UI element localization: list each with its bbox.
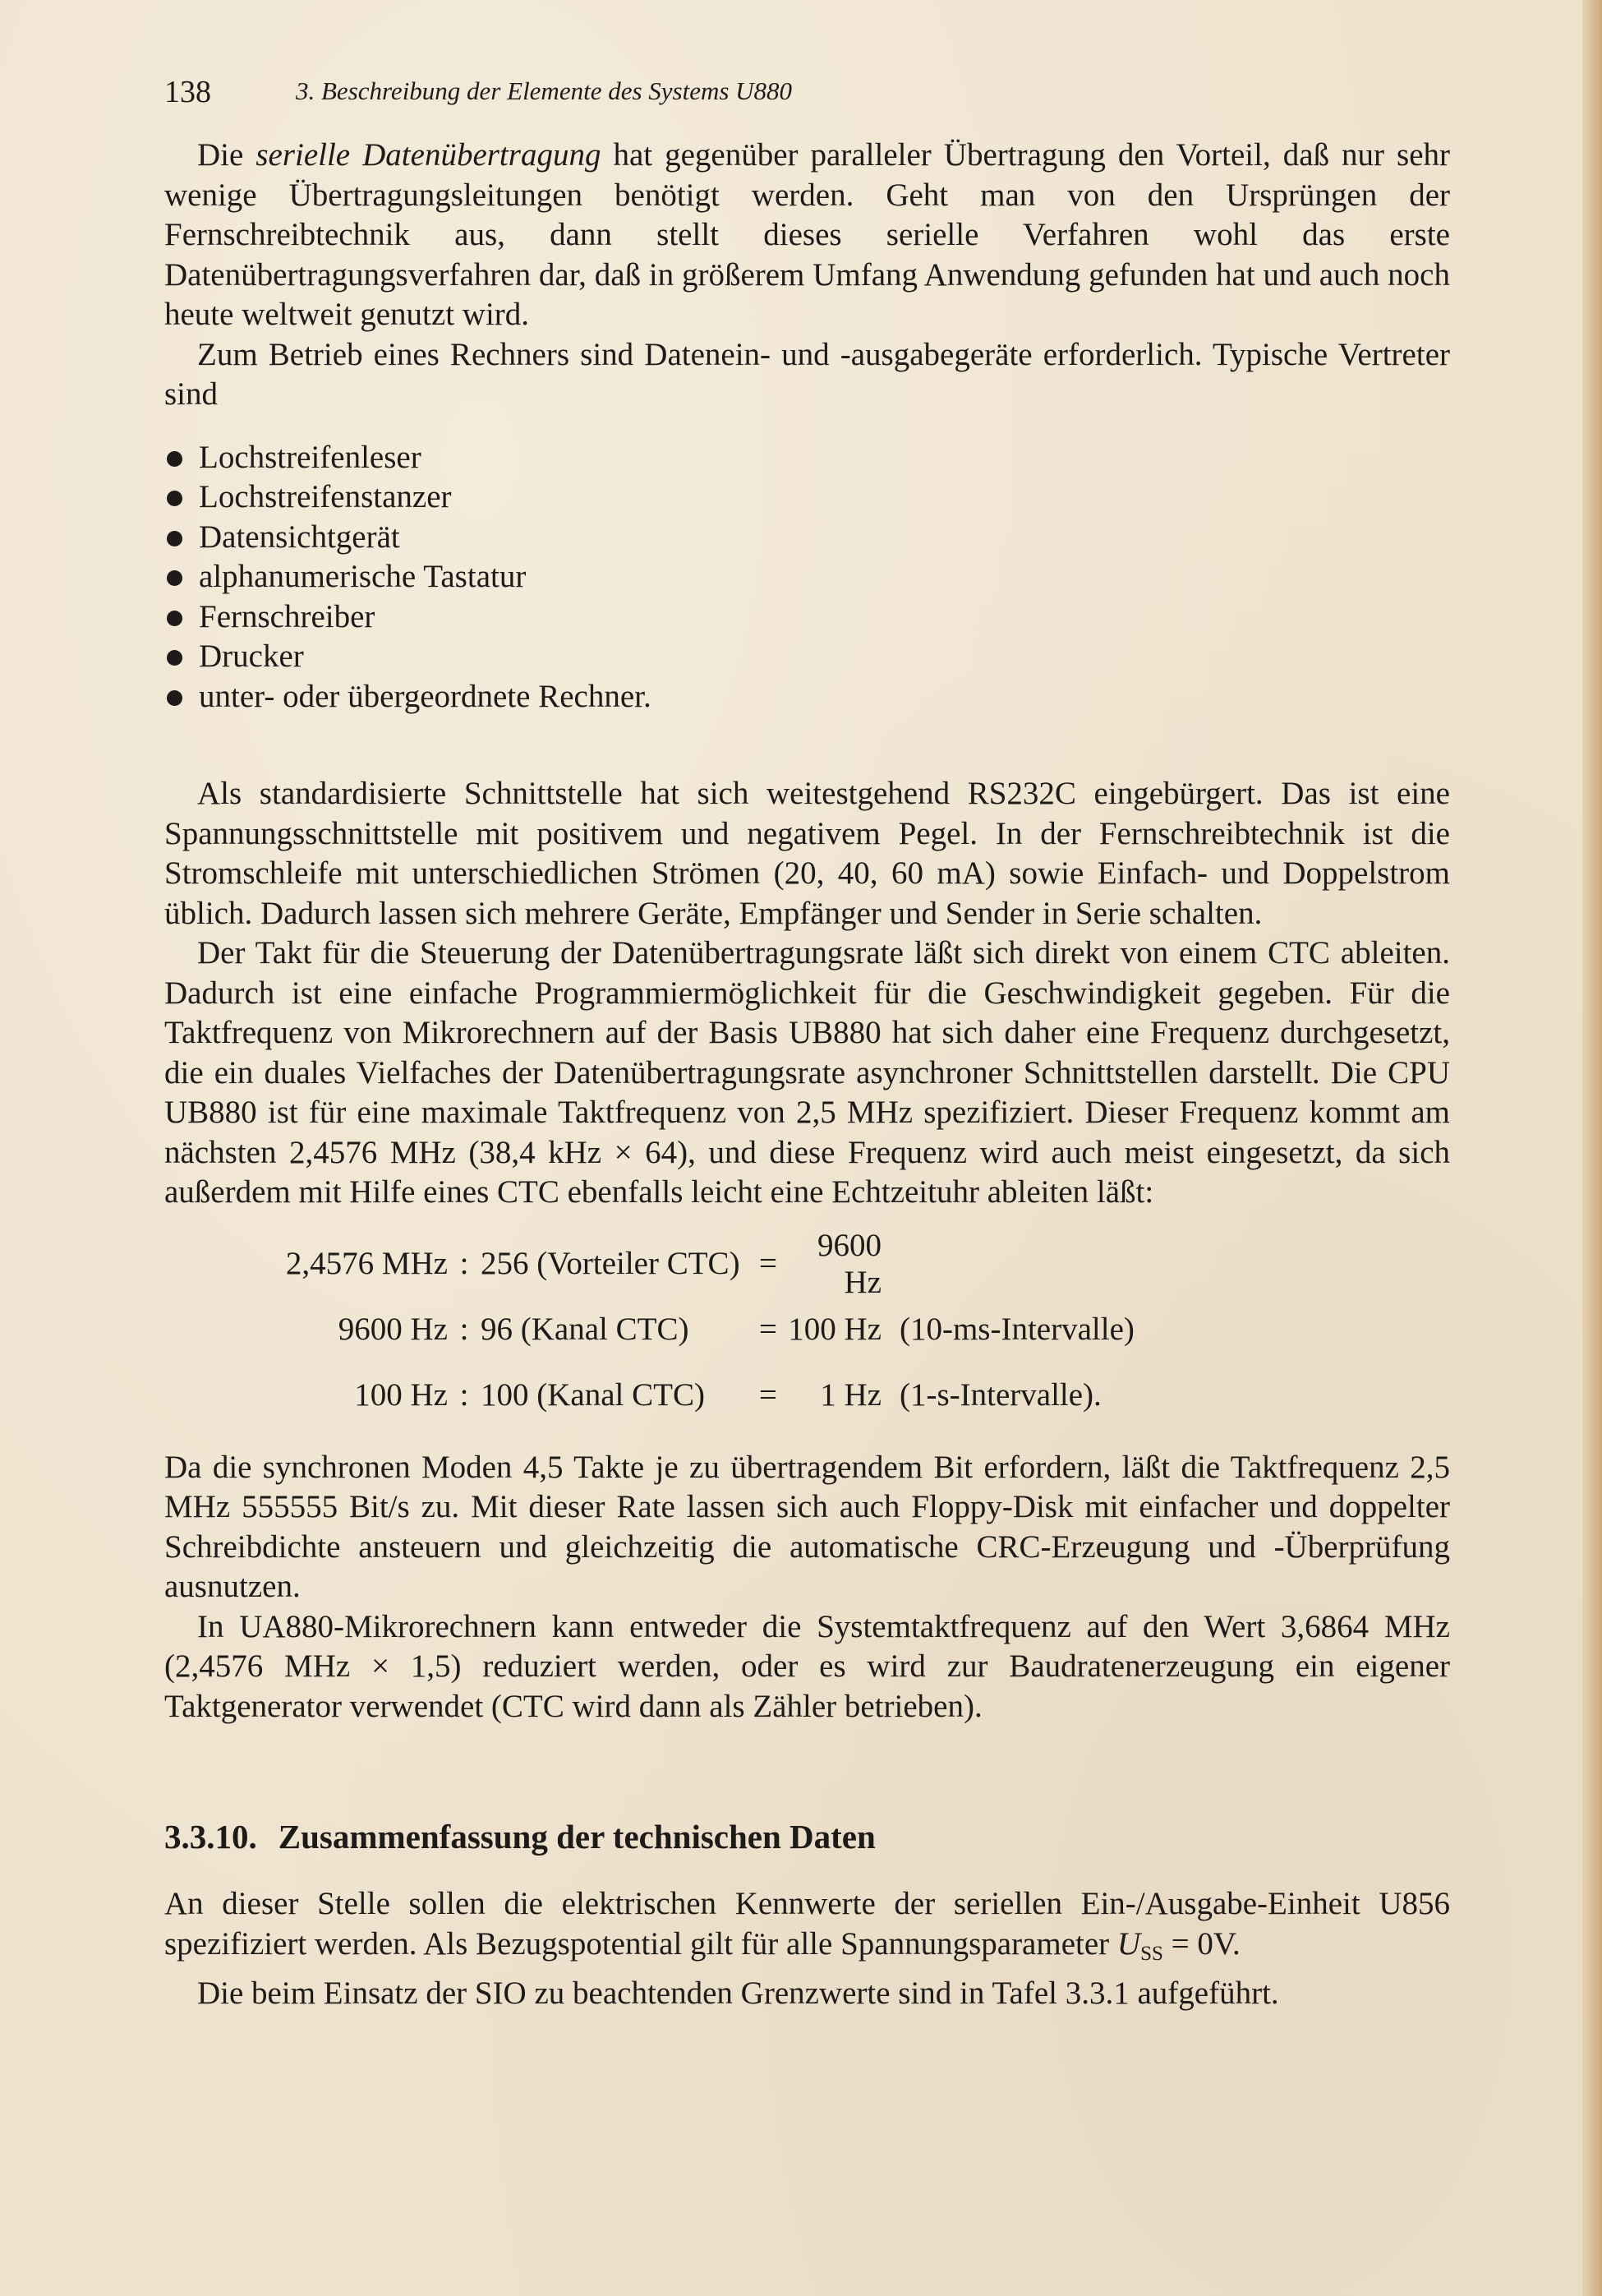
page-edge-shadow <box>1582 0 1602 2296</box>
voltage-subscript: SS <box>1140 1942 1163 1965</box>
list-item <box>164 557 1450 597</box>
paragraph-ua880: In UA880-Mikrorechnern kann entweder die Systemtaktfrequenz auf den Wert 3,6864 MHz (2,4576 MHz × 1,5) reduziert werden, oder es wird zur Baudratenerzeugung ein eigener Taktgenerator verwendet (CTC wird dann als Zähler betrieben). <box>164 1608 1450 1724</box>
list-item <box>164 597 1450 638</box>
frequency-equations <box>164 1227 1450 1428</box>
list-item-label: unter- oder übergeordnete Rechner. <box>199 678 651 714</box>
list-item-label: Lochstreifenleser <box>199 439 421 475</box>
equation-result: 100 Hz <box>788 1312 882 1347</box>
paragraph-text: Die <box>197 137 256 173</box>
section-number: 3.3.10. <box>164 1818 257 1856</box>
voltage-symbol: U <box>1116 1925 1141 1962</box>
equation-equals: = <box>759 1377 777 1413</box>
bullet-icon <box>167 611 182 626</box>
paragraph-io-devices: Zum Betrieb eines Rechners sind Datenein- und -ausgabegeräte erforderlich. Typische Vertreter sind <box>164 336 1450 412</box>
paragraph-limits: Die beim Einsatz der SIO zu beachtenden Grenzwerte sind in Tafel 3.3.1 aufgeführt. <box>197 1976 1279 2011</box>
paragraph-text: hat gegenüber paralleler Übertragung den Vorteil, daß nur sehr wenige Übertragungsleitungen benötigt werden. Geht man von den Ursprüngen der Fernschreibtechnik aus, dann stellt dieses serielle Verfahren wohl das erste Datenübertragungsverfahren dar, daß in größerem Umfang Anwendung gefunden hat und auch noch heute weltweit genutzt wird. <box>164 137 1451 332</box>
equation-equals: = <box>759 1312 777 1347</box>
bullet-icon <box>167 531 182 546</box>
list-item-label: alphanumerische Tastatur <box>199 559 527 594</box>
section-title: Zusammenfassung der technischen Daten <box>278 1818 876 1856</box>
list-item <box>164 518 1450 558</box>
list-item-label: Drucker <box>199 639 304 674</box>
equation-row <box>164 1297 1450 1362</box>
paragraph-synchronous-modes: Da die synchronen Moden 4,5 Takte je zu übertragendem Bit erfordern, läßt die Taktfrequenz 2,5 MHz 555555 Bit/s zu. Mit dieser Rate lassen sich auch Floppy-Disk mit einfacher und doppelter Schreibdichte ansteuern und gleichzeitig die automatische CRC-Erzeugung und -Überprüfung ausnutzen. <box>164 1449 1450 1604</box>
equation-result: 1 Hz <box>820 1377 882 1413</box>
bullet-icon <box>167 690 182 706</box>
equation-operator: : <box>459 1377 469 1413</box>
paragraph-rs232c: Als standardisierte Schnittstelle hat sich weitestgehend RS232C eingebürgert. Das ist eine Spannungsschnittstelle mit positivem und negativem Pegel. In der Fernschreibtechnik ist die Stromschleife mit unterschiedlichen Strömen (20, 40, 60 mA) sowie Einfach- und Doppelstrom üblich. Dadurch lassen sich mehrere Geräte, Empfänger und Sender in Serie schalten. <box>164 776 1450 931</box>
list-item <box>164 677 1450 717</box>
bullet-icon <box>167 650 182 666</box>
equation-operator: : <box>459 1312 469 1347</box>
section-heading <box>164 1817 1450 1856</box>
page-number: 138 <box>164 75 211 109</box>
emphasized-term: serielle Datenübertragung <box>255 137 601 173</box>
bullet-icon <box>167 570 182 586</box>
equation-row <box>164 1227 1450 1300</box>
device-list <box>164 438 1450 717</box>
equation-lhs: 9600 Hz <box>338 1312 448 1347</box>
list-item <box>164 637 1450 677</box>
body-text <box>164 136 1450 2014</box>
equation-result: 9600 Hz <box>817 1227 882 1300</box>
spacer <box>164 740 1450 774</box>
equation-equals: = <box>759 1246 777 1281</box>
list-item-label: Lochstreifenstanzer <box>199 479 452 514</box>
running-head: 3. Beschreibung der Elemente des Systems U880 <box>296 76 793 105</box>
equation-note: (1-s-Intervalle). <box>900 1377 1102 1413</box>
bullet-icon <box>167 451 182 467</box>
bullet-icon <box>167 491 182 506</box>
paragraph-serial-transmission <box>164 136 1450 335</box>
list-item <box>164 438 1450 478</box>
equation-lhs: 2,4576 MHz <box>285 1246 448 1281</box>
equation-lhs: 100 Hz <box>354 1377 448 1413</box>
equation-note: (10-ms-Intervalle) <box>900 1312 1135 1347</box>
equation-divisor: 100 (Kanal CTC) <box>481 1377 705 1413</box>
equation-row <box>164 1362 1450 1428</box>
paragraph-clock-ctc: Der Takt für die Steuerung der Datenübertragungsrate läßt sich direkt von einem CTC ableiten. Dadurch ist eine einfache Programmiermöglichkeit für die Geschwindigkeit gegeben. Für die Taktfrequenz von Mikrorechnern auf der Basis UB880 hat sich daher eine Frequenz durchgesetzt, die ein duales Vielfaches der Datenübertragungsrate asynchroner Schnittstellen darstellt. Die CPU UB880 ist für eine maximale Taktfrequenz von 2,5 MHz spezifiziert. Dieser Frequenz kommt am nächsten 2,4576 MHz (38,4 kHz × 64), und diese Frequenz wird auch meist eingesetzt, da sich außerdem mit Hilfe eines CTC ebenfalls leicht eine Echtzeituhr ableiten läßt: <box>164 935 1450 1210</box>
equation-operator: : <box>459 1246 469 1281</box>
paragraph-text: An dieser Stelle sollen die elektrischen Kennwerte der seriellen Ein-/Ausgabe-Einheit U856 spezifiziert werden. Als Bezugspotential gilt für alle Spannungsparameter <box>164 1886 1450 1962</box>
paragraph-electrical-specs <box>164 1884 1450 1974</box>
list-item <box>164 477 1450 518</box>
equation-divisor: 96 (Kanal CTC) <box>481 1312 689 1347</box>
paragraph-text: = 0V. <box>1162 1925 1241 1962</box>
equation-divisor: 256 (Vorteiler CTC) <box>481 1246 740 1281</box>
list-item-label: Datensichtgerät <box>199 519 400 555</box>
list-item-label: Fernschreiber <box>199 598 375 634</box>
